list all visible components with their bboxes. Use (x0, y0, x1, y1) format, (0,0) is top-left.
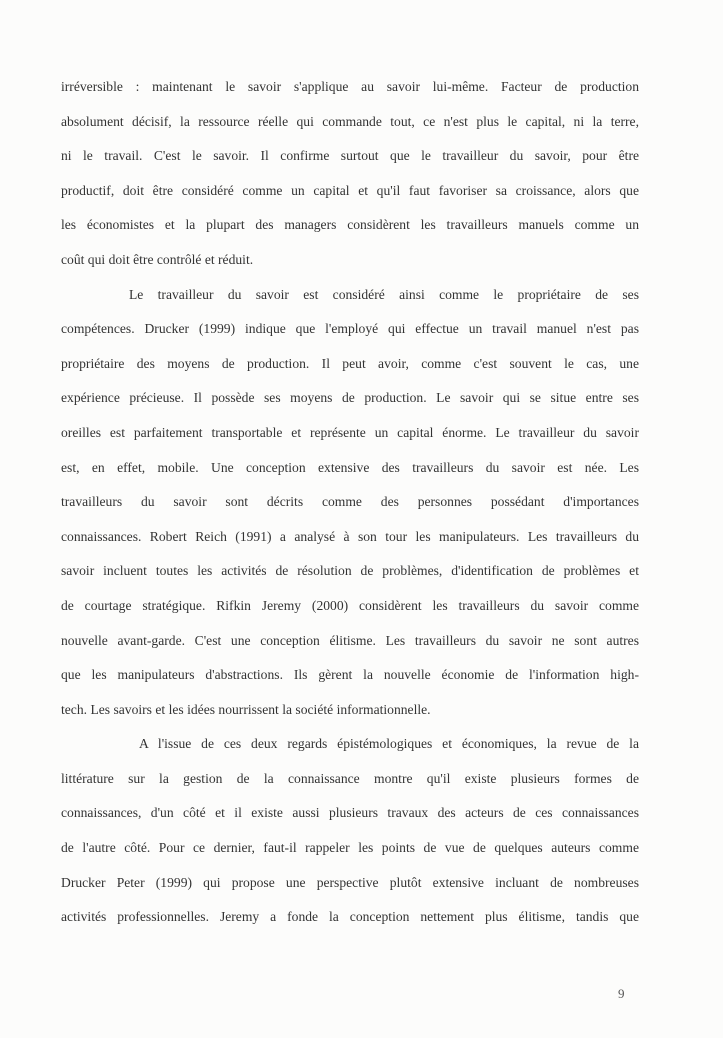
text-line: travailleurs du savoir sont décrits comme des personnes possédant d'importances (61, 494, 639, 510)
text-line: Drucker Peter (1999) qui propose une perspective plutôt extensive incluant de nombreuses (61, 874, 639, 890)
page-number: 9 (618, 986, 625, 1001)
text-line: que les manipulateurs d'abstractions. Ils gèrent la nouvelle économie de l'information high- (61, 667, 639, 683)
text-line: expérience précieuse. Il possède ses moyens de production. Le savoir qui se situe entre ses (61, 390, 639, 406)
text-line: de courtage stratégique. Rifkin Jeremy (2000) considèrent les travailleurs du savoir comme (61, 597, 639, 613)
body-text (61, 70, 639, 935)
text-line: ni le travail. C'est le savoir. Il confirme surtout que le travailleur du savoir, pour être (61, 148, 639, 164)
text-line: savoir incluent toutes les activités de résolution de problèmes, d'identification de problèmes et (61, 563, 639, 579)
text-line: activités professionnelles. Jeremy a fonde la conception nettement plus élitisme, tandis que (61, 909, 639, 925)
text-line: connaissances, d'un côté et il existe aussi plusieurs travaux des acteurs de ces connaissances (61, 805, 639, 821)
text-line: de l'autre côté. Pour ce dernier, faut-il rappeler les points de vue de quelques auteurs comme (61, 840, 639, 856)
text-line: les économistes et la plupart des managers considèrent les travailleurs manuels comme un (61, 217, 639, 233)
paragraph-first-line: A l'issue de ces deux regards épistémologiques et économiques, la revue de la (139, 736, 639, 752)
text-line: tech. Les savoirs et les idées nourrissent la société informationnelle. (61, 701, 431, 717)
text-line: nouvelle avant-garde. C'est une conception élitisme. Les travailleurs du savoir ne sont autres (61, 632, 639, 648)
paragraph-first-line: Le travailleur du savoir est considéré ainsi comme le propriétaire de ses (129, 286, 639, 302)
text-line: connaissances. Robert Reich (1991) a analysé à son tour les manipulateurs. Les travailleurs du (61, 528, 639, 544)
text-line: irréversible : maintenant le savoir s'applique au savoir lui-même. Facteur de production (61, 79, 639, 94)
text-line: absolument décisif, la ressource réelle qui commande tout, ce n'est plus le capital, ni la terre, (61, 113, 639, 129)
text-line: littérature sur la gestion de la connaissance montre qu'il existe plusieurs formes de (61, 770, 639, 786)
text-line: propriétaire des moyens de production. Il peut avoir, comme c'est souvent le cas, une (61, 355, 639, 371)
text-line: est, en effet, mobile. Une conception extensive des travailleurs du savoir est née. Les (61, 459, 639, 475)
text-line: productif, doit être considéré comme un capital et qu'il faut favoriser sa croissance, alors que (61, 182, 639, 198)
text-line: oreilles est parfaitement transportable et représente un capital énorme. Le travailleur du savoir (61, 424, 639, 440)
text-line: compétences. Drucker (1999) indique que l'employé qui effectue un travail manuel n'est pas (61, 321, 639, 337)
text-line: coût qui doit être contrôlé et réduit. (61, 251, 254, 267)
